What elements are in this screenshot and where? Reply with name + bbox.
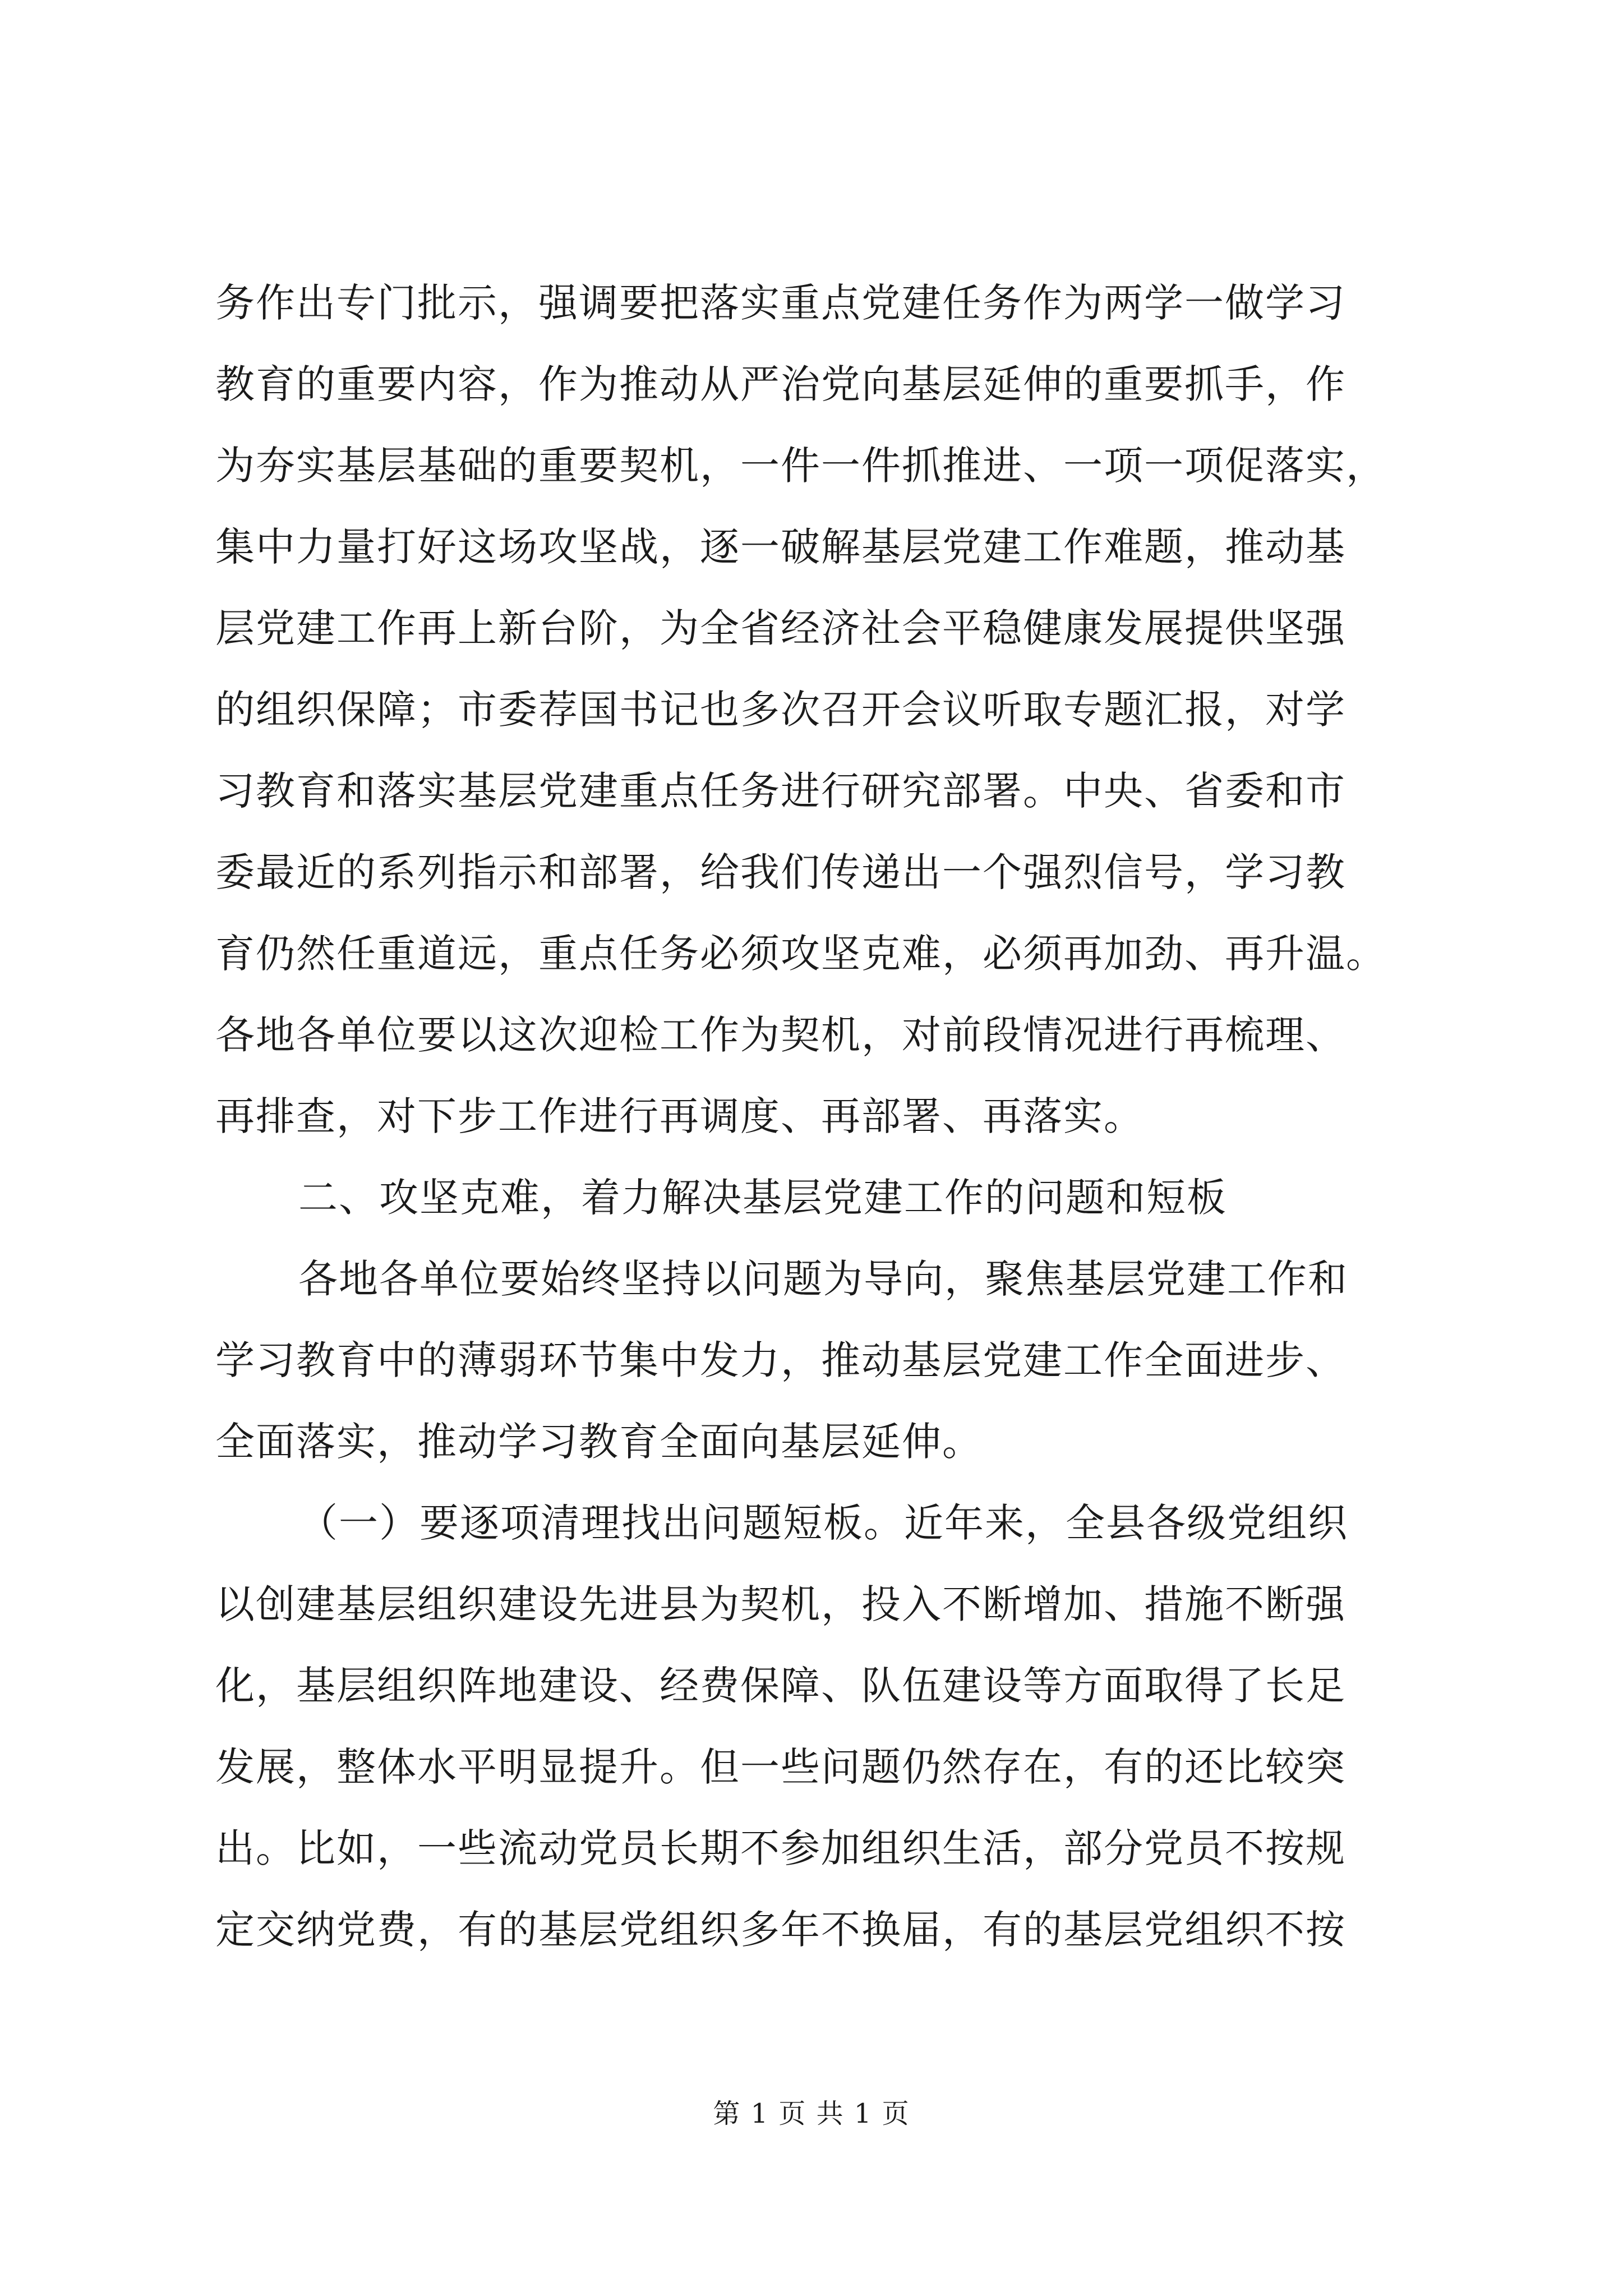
text-line: 定交纳党费，有的基层党组织多年不换届，有的基层党组织不按 bbox=[215, 1907, 1346, 1953]
paragraph-first-line: 各地各单位要始终坚持以问题为导向，聚焦基层党建工作和 bbox=[298, 1256, 1348, 1302]
text-line: 各地各单位要以这次迎检工作为契机，对前段情况进行再梳理、 bbox=[215, 1012, 1346, 1058]
text-line: 习教育和落实基层党建重点任务进行研究部署。中央、省委和市 bbox=[215, 768, 1346, 814]
text-line: 出。比如，一些流动党员长期不参加组织生活，部分党员不按规 bbox=[215, 1825, 1346, 1871]
text-line: 教育的重要内容，作为推动从严治党向基层延伸的重要抓手，作 bbox=[215, 361, 1346, 407]
text-line: 学习教育中的薄弱环节集中发力，推动基层党建工作全面进步、 bbox=[215, 1337, 1346, 1383]
text-line: 为夯实基层基础的重要契机，一件一件抓推进、一项一项促落实， bbox=[215, 443, 1386, 489]
text-line: 全面落实，推动学习教育全面向基层延伸。 bbox=[215, 1419, 983, 1465]
text-line: 育仍然任重道远，重点任务必须攻坚克难，必须再加劲、再升温。 bbox=[215, 931, 1386, 977]
section-heading: 二、攻坚克难，着力解决基层党建工作的问题和短板 bbox=[298, 1175, 1227, 1221]
text-line: 以创建基层组织建设先进县为契机，投入不断增加、措施不断强 bbox=[215, 1581, 1346, 1627]
text-line: 层党建工作再上新台阶，为全省经济社会平稳健康发展提供坚强 bbox=[215, 605, 1346, 651]
text-line: 再排查，对下步工作进行再调度、再部署、再落实。 bbox=[215, 1093, 1144, 1139]
text-line: 化，基层组织阵地建设、经费保障、队伍建设等方面取得了长足 bbox=[215, 1663, 1346, 1709]
page-number-footer: 第 1 页 共 1 页 bbox=[713, 2098, 910, 2129]
text-line: 务作出专门批示，强调要把落实重点党建任务作为两学一做学习 bbox=[215, 280, 1346, 326]
text-line: 集中力量打好这场攻坚战，逐一破解基层党建工作难题，推动基 bbox=[215, 524, 1346, 570]
paragraph-first-line: （一）要逐项清理找出问题短板。近年来，全县各级党组织 bbox=[298, 1500, 1348, 1546]
text-line: 的组织保障；市委荐国书记也多次召开会议听取专题汇报，对学 bbox=[215, 687, 1346, 733]
text-line: 委最近的系列指示和部署，给我们传递出一个强烈信号，学习教 bbox=[215, 849, 1346, 895]
document-body bbox=[215, 263, 1415, 1971]
text-line: 发展，整体水平明显提升。但一些问题仍然存在，有的还比较突 bbox=[215, 1744, 1346, 1790]
